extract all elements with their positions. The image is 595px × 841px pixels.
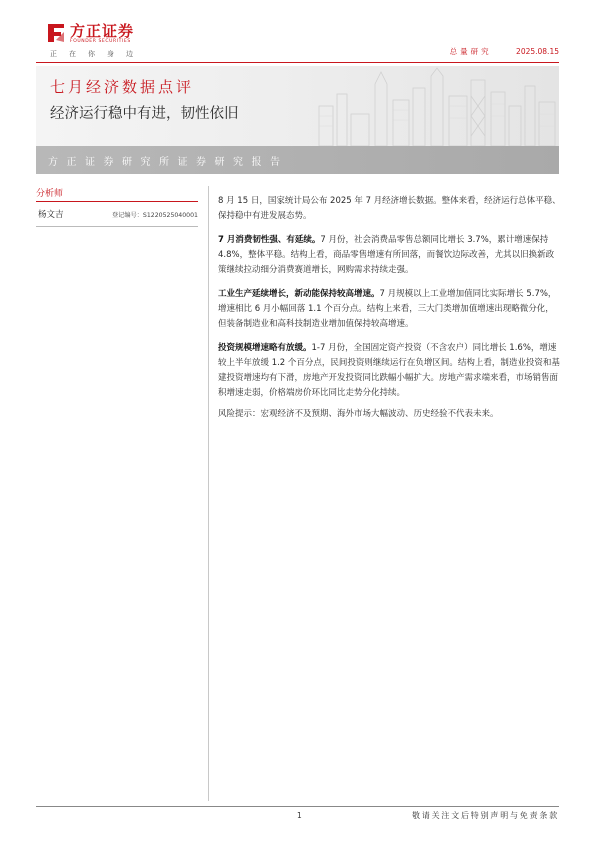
consumption-heading: 7 月消费韧性强、有延续。 — [218, 235, 321, 245]
industry-heading: 工业生产延续增长，新动能保持较高增速。 — [218, 289, 380, 299]
analyst-divider-bottom — [36, 226, 198, 227]
logo-chinese-text: 方正证券 — [70, 22, 135, 40]
registration-label: 登记编号： — [111, 212, 143, 219]
analyst-divider-top — [36, 201, 198, 202]
report-date: 2025.08.15 — [516, 47, 559, 56]
institute-band — [36, 146, 559, 174]
investment-paragraph — [218, 341, 562, 401]
founder-securities-logo — [46, 18, 156, 64]
consumption-paragraph — [218, 233, 562, 278]
footer-divider — [36, 806, 559, 807]
header-meta — [428, 46, 559, 57]
analyst-row — [38, 208, 198, 222]
analyst-name: 杨文吉 — [38, 210, 64, 220]
founder-logo-icon — [46, 20, 66, 44]
industry-text: 7 月规模以上工业增加值同比实际增长 5.7%，增速相比 6 月小幅回落 1.1 个百分点。结构上来看，三大门类增加值增速出现略微分化，但装备制造业和高科技制造业增加值保持较高增速。 — [218, 289, 557, 329]
registration-number: S1220525040001 — [142, 212, 198, 219]
industry-paragraph — [218, 287, 562, 332]
page-number: 1 — [297, 811, 302, 820]
logo-slogan: 正在你身边 — [50, 50, 145, 58]
report-headline: 经济运行稳中有进，韧性依旧 — [50, 106, 239, 122]
disclaimer-notice: 敬请关注文后特别声明与免责条款 — [412, 811, 559, 820]
report-category: 总量研究 — [449, 47, 492, 56]
header-divider — [36, 62, 559, 63]
analyst-registration — [112, 210, 198, 219]
report-body — [218, 194, 562, 431]
summary-paragraph: 8 月 15 日，国家统计局公布 2025 年 7 月经济增长数据。整体来看，经济运行总体平稳、保持稳中有进发展态势。 — [218, 196, 561, 221]
logo-english-text: FOUNDER SECURITIES — [70, 39, 131, 44]
risk-warning: 风险提示：宏观经济不及预期、海外市场大幅波动、历史经验不代表未来。 — [218, 409, 499, 419]
consumption-text: 7 月份，社会消费品零售总额同比增长 3.7%，累计增速保持 4.8%，整体平稳。结构上看，商品零售增速有所回落，而餐饮边际改善，尤其以旧换新政策继续拉动细分消费赛道增长，网购需求持续走强。 — [218, 235, 555, 275]
analyst-label: 分析师 — [36, 189, 64, 199]
investment-text: 1-7 月份，全国固定资产投资（不含农户）同比增长 1.6%，增速较上半年放缓 1.2 个百分点，民间投资则继续运行在负增区间。结构上看，制造业投资和基建投资增速均有下滑，房地产开发投资同比跌幅小幅扩大。房地产需求端来看，市场销售面积增速走弱，价格端房价环比同比走势分化持续。 — [218, 343, 560, 398]
title-banner — [36, 66, 559, 174]
city-skyline-graphic — [309, 66, 559, 146]
institute-band-text: 方正证券研究所证券研究报告 — [48, 157, 289, 168]
report-series-title: 七月经济数据点评 — [50, 78, 195, 96]
column-divider — [208, 186, 209, 801]
investment-heading: 投资规模增速略有放缓。 — [218, 343, 312, 353]
